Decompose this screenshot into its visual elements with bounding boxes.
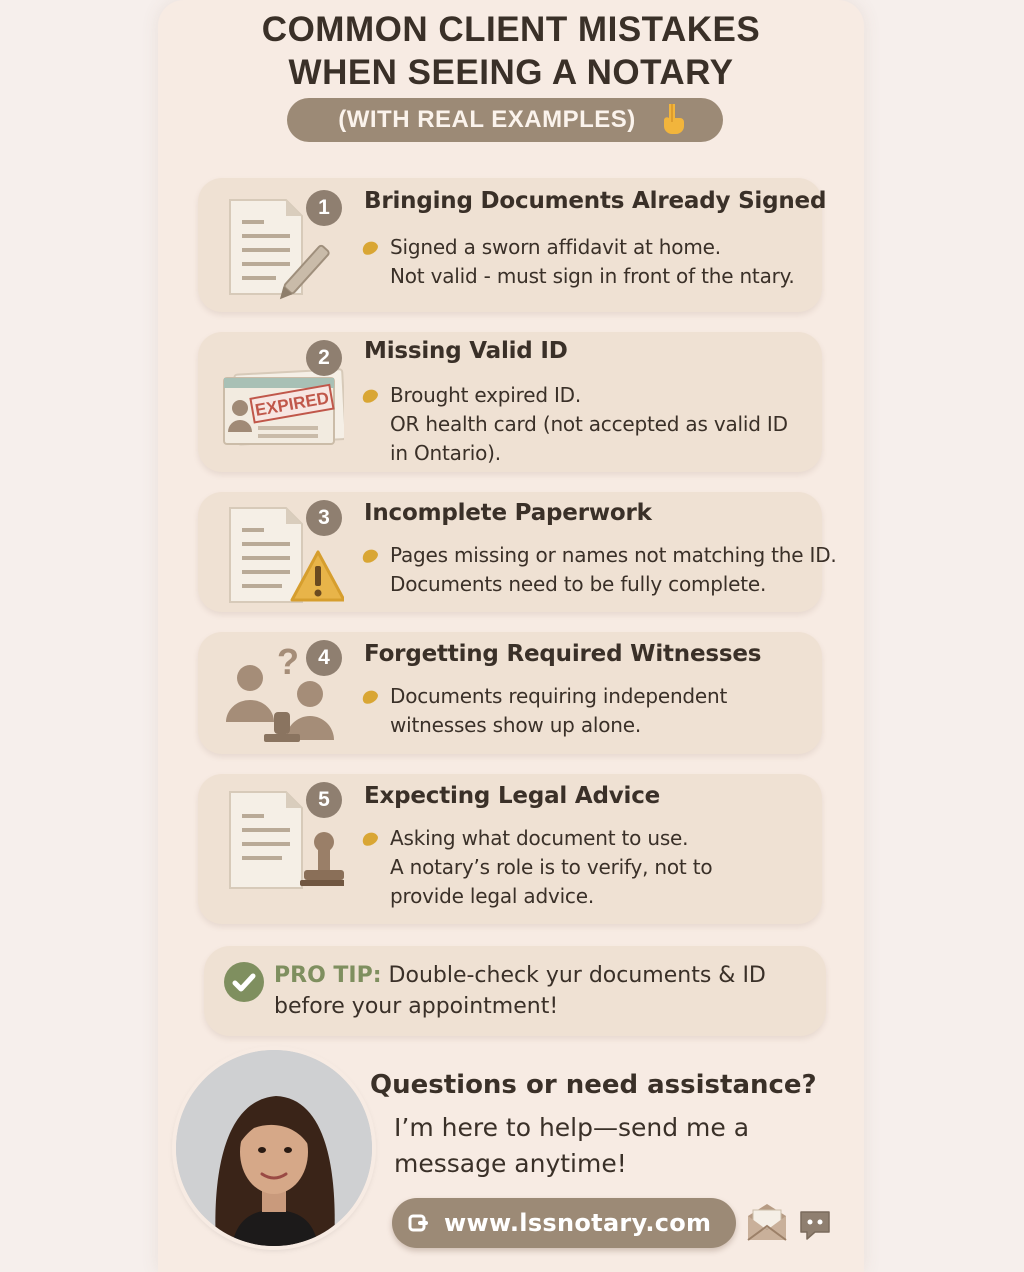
item-text-1 [390, 233, 795, 291]
item-3-line-2: Documents need to be fully complete. [390, 572, 767, 596]
item-5-line-3: provide legal advice. [390, 884, 594, 908]
subtitle-text: (WITH REAL EXAMPLES) [338, 106, 636, 133]
item-2-line-1: Brought expired ID. [390, 383, 582, 407]
item-title-4: Forgetting Required Witnesses [364, 641, 762, 667]
title-line-2: WHEN SEEING A NOTARY [288, 53, 734, 92]
item-text-2 [390, 381, 788, 468]
item-title-1: Bringing Documents Already Signed [364, 188, 827, 214]
item-title-5: Expecting Legal Advice [364, 783, 661, 809]
pro-tip-text [274, 960, 814, 1022]
pointing-hand-icon [659, 102, 689, 136]
page-title [158, 8, 864, 94]
title-line-1: COMMON CLIENT MISTAKES [261, 10, 761, 49]
item-5-line-1: Asking what document to use. [390, 826, 689, 850]
expired-stamp-text: EXPIRED [253, 388, 331, 420]
item-title-3: Incomplete Paperwork [364, 500, 652, 526]
item-title-2: Missing Valid ID [364, 338, 568, 364]
pro-tip-line-2: before your appointment! [274, 994, 559, 1019]
item-text-4 [390, 682, 727, 740]
pro-tip-label: PRO TIP: [274, 963, 382, 988]
item-4-line-1: Documents requiring independent [390, 684, 728, 708]
chat-icon[interactable] [798, 1208, 832, 1242]
mail-icon[interactable] [744, 1200, 790, 1242]
item-5-line-2: A notary’s role is to verify, not to [390, 855, 713, 879]
item-1-line-2: Not valid - must sign in front of the ntary. [390, 264, 795, 288]
contact-message [394, 1110, 814, 1182]
step-number-2: 2 [306, 340, 342, 376]
svg-text:?: ? [277, 641, 299, 682]
check-circle-icon [224, 962, 264, 1002]
website-text: www.lssnotary.com [444, 1209, 712, 1237]
link-icon [408, 1212, 430, 1234]
item-2-line-2: OR health card (not accepted as valid ID [390, 412, 788, 436]
step-number-5: 5 [306, 782, 342, 818]
subtitle-pill [287, 98, 723, 142]
pro-tip-line-1: Double-check yur documents & ID [381, 963, 766, 988]
item-3-line-1: Pages missing or names not matching the ID. [390, 543, 837, 567]
contact-line-1: I’m here to help—send me a [394, 1113, 750, 1142]
website-link[interactable] [392, 1198, 736, 1248]
contact-line-2: message anytime! [394, 1149, 627, 1178]
avatar [176, 1050, 372, 1246]
item-1-line-1: Signed a sworn affidavit at home. [390, 235, 721, 259]
item-4-line-2: witnesses show up alone. [390, 713, 642, 737]
step-number-4: 4 [306, 640, 342, 676]
step-number-1: 1 [306, 190, 342, 226]
item-text-3 [390, 541, 837, 599]
item-text-5 [390, 824, 712, 911]
step-number-3: 3 [306, 500, 342, 536]
contact-question: Questions or need assistance? [370, 1070, 817, 1100]
item-2-line-3: in Ontario). [390, 441, 501, 465]
